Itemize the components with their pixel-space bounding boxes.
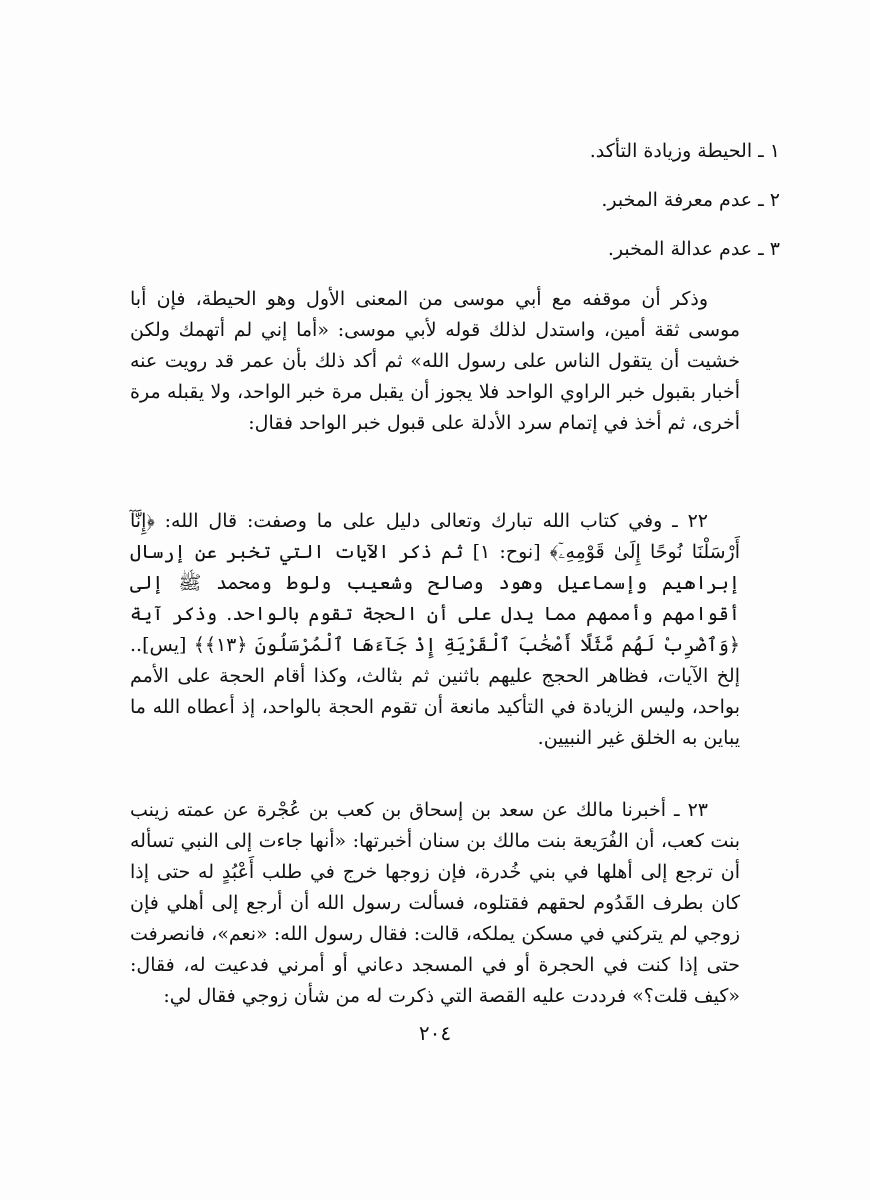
paragraph-intro bbox=[130, 284, 740, 439]
page-number: ٢٠٤ bbox=[418, 1021, 452, 1045]
paragraph-22 bbox=[130, 506, 740, 754]
list-item: ٣ ـ عدم عدالة المخبر. bbox=[607, 238, 780, 260]
paragraph-text: ٢٣ ـ أخبرنا مالك عن سعد بن إسحاق بن كعب بن عُجْرة عن عمته زينب بنت كعب، أن الفُرَيعة بنت مالك بن سنان أخبرتها: «أنها جاءت إلى النبي تسأله أن ترجع إلى أهلها في بني خُدرة، فإن زوجها خرج في طلب أَعْبُدٍ له حتى إذا كان بطرف القَدُوم لحقهم فقتلوه، فسألت رسول الله أن أرجع إلى أهلي فإن زوجي لم يتركني في مسكن يملكه، قالت: فقال رسول الله: «نعم»، فانصرفت حتى إذا كنت في الحجرة أو في المسجد دعاني أو أمرني فدعيت له، فقال: «كيف قلت؟» فرددت عليه القصة التي ذكرت له من شأن زوجي فقال لي: bbox=[130, 799, 740, 1007]
list-item: ١ ـ الحيطة وزيادة التأكد. bbox=[589, 140, 780, 162]
paragraph-23 bbox=[130, 795, 740, 1012]
list-item: ٢ ـ عدم معرفة المخبر. bbox=[601, 189, 780, 211]
paragraph-text: وذكر أن موقفه مع أبي موسى من المعنى الأول وهو الحيطة، فإن أبا موسى ثقة أمين، واستدل لذلك قوله لأبي موسى: «أما إني لم أتهمك ولكن خشيت أن يتقول الناس على رسول الله» ثم أكد ذلك بأن عمر قد رويت عنه أخبار بقبول خبر الراوي الواحد فلا يجوز أن يقبل مرة خبر الواحد، ولا يقبله مرة أخرى، ثم أخذ في إتمام سرد الأدلة على قبول خبر الواحد فقال: bbox=[130, 288, 740, 434]
paragraph-text: ٢٢ ـ وفي كتاب الله تبارك وتعالى دليل على ما وصفت: قال الله: ﴿إِنَّآ أَرْسَلْنَا نُوحًا إِلَىٰ قَوْمِهِۦٓ﴾ [نوح: ١] ثم ذكر الآيات التي تخبر عن إرسال إبراهيم وإسماعيل وهود وصالح وشعيب ولوط ومحمد ﷺ إلى أقوامهم وأممهم مما يدل على أن الحجة تقوم بالواحد. وذكر آية ﴿وَٱضْرِبْ لَهُم مَّثَلًا أَصْحَٰبَ ٱلْقَرْيَةِ إِذْ جَآءَهَا ٱلْمُرْسَلُونَ ﴿١٣﴾﴾ [يس].. إلخ الآيات، فظاهر الحجج عليهم باثنين ثم بثالث، وكذا أقام الحجة على الأمم بواحد، وليس الزيادة في التأكيد مانعة أن تقوم الحجة بالواحد، إذ أعطاه الله ما يباين به الخلق غير النبيين. bbox=[130, 510, 740, 749]
numbered-list bbox=[130, 138, 780, 285]
